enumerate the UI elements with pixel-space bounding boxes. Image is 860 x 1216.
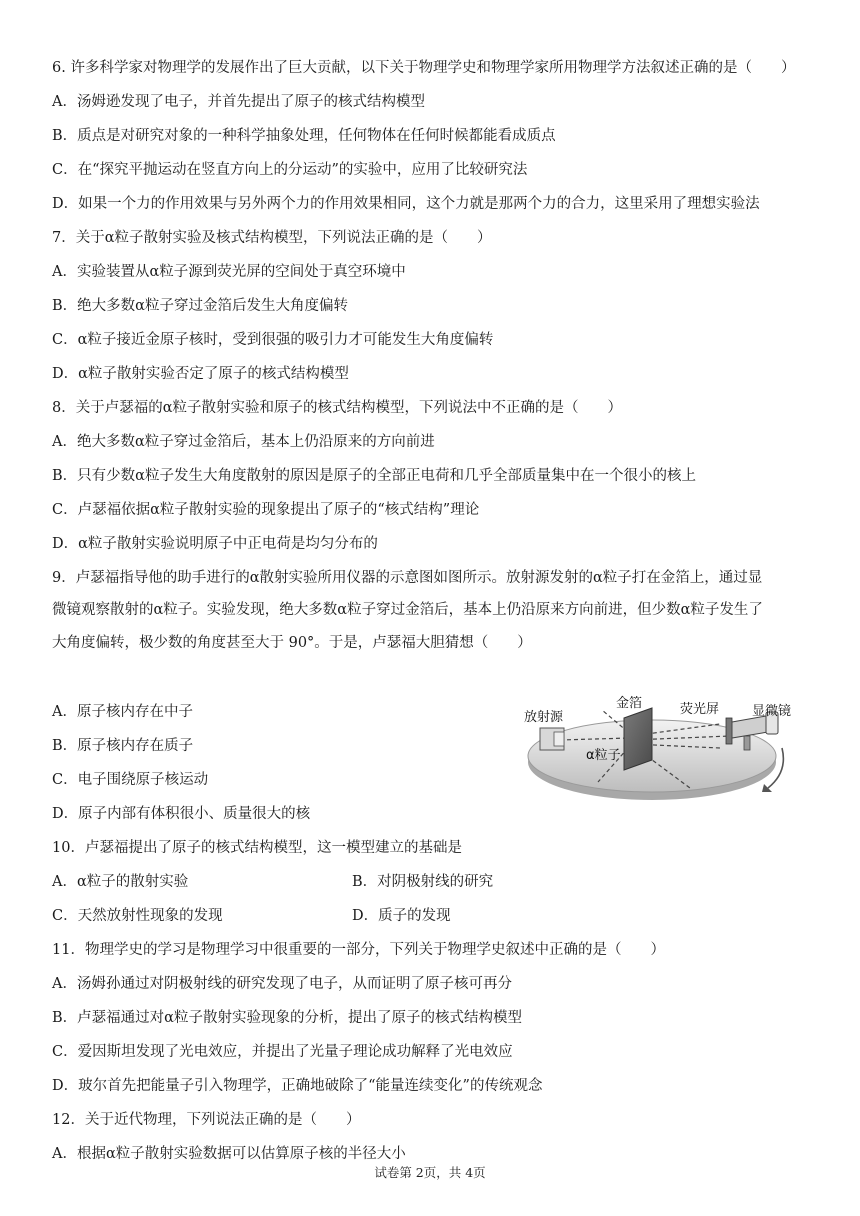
q6-option-b: B．质点是对研究对象的一种科学抽象处理，任何物体在任何时候都能看成质点	[52, 128, 556, 144]
q11-option-d: D．玻尔首先把能量子引入物理学，正确地破除了“能量连续变化”的传统观念	[52, 1078, 543, 1094]
q8-stem: 8．关于卢瑟福的α粒子散射实验和原子的核式结构模型，下列说法中不正确的是（ ）	[52, 400, 623, 416]
q11-stem: 11．物理学史的学习是物理学习中很重要的一部分，下列关于物理学史叙述中正确的是（ ）	[52, 942, 665, 958]
q9-stem-line-2: 微镜观察散射的α粒子。实验发现，绝大多数α粒子穿过金箔后，基本上仍沿原来方向前进，但少数α粒子发生了	[52, 602, 763, 618]
scattering-apparatus-figure	[520, 688, 820, 806]
q6-option-c: C．在“探究平抛运动在竖直方向上的分运动”的实验中，应用了比较研究法	[52, 162, 528, 178]
microscope-body	[732, 716, 768, 738]
label-gold-foil: 金箔	[616, 696, 643, 711]
q9-option-d: D．原子内部有体积很小、质量很大的核	[52, 806, 311, 822]
q6-option-a: A．汤姆逊发现了电子，并首先提出了原子的核式结构模型	[52, 94, 425, 110]
q10-stem: 10．卢瑟福提出了原子的核式结构模型，这一模型建立的基础是	[52, 840, 462, 856]
q9-option-b: B．原子核内存在质子	[52, 738, 194, 754]
q11-option-a: A．汤姆孙通过对阴极射线的研究发现了电子，从而证明了原子核可再分	[52, 976, 512, 992]
label-alpha-particle: α粒子	[586, 748, 621, 763]
q9-option-a: A．原子核内存在中子	[52, 704, 193, 720]
gold-foil	[624, 708, 652, 770]
q11-option-b: B．卢瑟福通过对α粒子散射实验现象的分析，提出了原子的核式结构模型	[52, 1010, 522, 1026]
q6-option-d: D．如果一个力的作用效果与另外两个力的作用效果相同，这个力就是那两个力的合力，这里采用了理想实验法	[52, 196, 760, 212]
label-fluorescent-screen: 荧光屏	[680, 702, 720, 717]
q9-option-c: C．电子围绕原子核运动	[52, 772, 209, 788]
q8-option-d: D．α粒子散射实验说明原子中正电荷是均匀分布的	[52, 536, 378, 552]
q7-option-d: D．α粒子散射实验否定了原子的核式结构模型	[52, 366, 349, 382]
q7-option-b: B．绝大多数α粒子穿过金箔后发生大角度偏转	[52, 298, 348, 314]
label-radiation-source: 放射源	[524, 710, 564, 725]
q10-option-d: D．质子的发现	[352, 908, 451, 924]
q6-stem: 6. 许多科学家对物理学的发展作出了巨大贡献，以下关于物理学史和物理学家所用物理学方法叙述正确的是（ ）	[52, 60, 796, 76]
q9-stem-line-3: 大角度偏转，极少数的角度甚至大于 90°。于是，卢瑟福大胆猜想（ ）	[52, 635, 532, 651]
label-microscope: 显微镜	[752, 704, 792, 719]
q10-option-a: A．α粒子的散射实验	[52, 874, 189, 890]
q10-option-c: C．天然放射性现象的发现	[52, 908, 223, 924]
fluorescent-screen	[726, 718, 732, 744]
q10-option-b: B．对阴极射线的研究	[352, 874, 494, 890]
q7-stem: 7．关于α粒子散射实验及核式结构模型，下列说法正确的是（ ）	[52, 230, 492, 246]
q12-stem: 12．关于近代物理，下列说法正确的是（ ）	[52, 1112, 361, 1128]
q7-option-c: C．α粒子接近金原子核时，受到很强的吸引力才可能发生大角度偏转	[52, 332, 494, 348]
q8-option-b: B．只有少数α粒子发生大角度散射的原因是原子的全部正电荷和几乎全部质量集中在一个很小的核上	[52, 468, 696, 484]
q11-option-c: C．爱因斯坦发现了光电效应，并提出了光量子理论成功解释了光电效应	[52, 1044, 513, 1060]
q8-option-c: C．卢瑟福依据α粒子散射实验的现象提出了原子的“核式结构”理论	[52, 502, 480, 518]
page-footer: 试卷第 2页，共 4页	[374, 1165, 486, 1180]
q9-stem-line-1: 9．卢瑟福指导他的助手进行的α散射实验所用仪器的示意图如图所示。放射源发射的α粒子打在金箔上，通过显	[52, 570, 763, 586]
q12-option-a: A．根据α粒子散射实验数据可以估算原子核的半径大小	[52, 1146, 406, 1162]
q8-option-a: A．绝大多数α粒子穿过金箔后，基本上仍沿原来的方向前进	[52, 434, 435, 450]
q7-option-a: A．实验装置从α粒子源到荧光屏的空间处于真空环境中	[52, 264, 406, 280]
